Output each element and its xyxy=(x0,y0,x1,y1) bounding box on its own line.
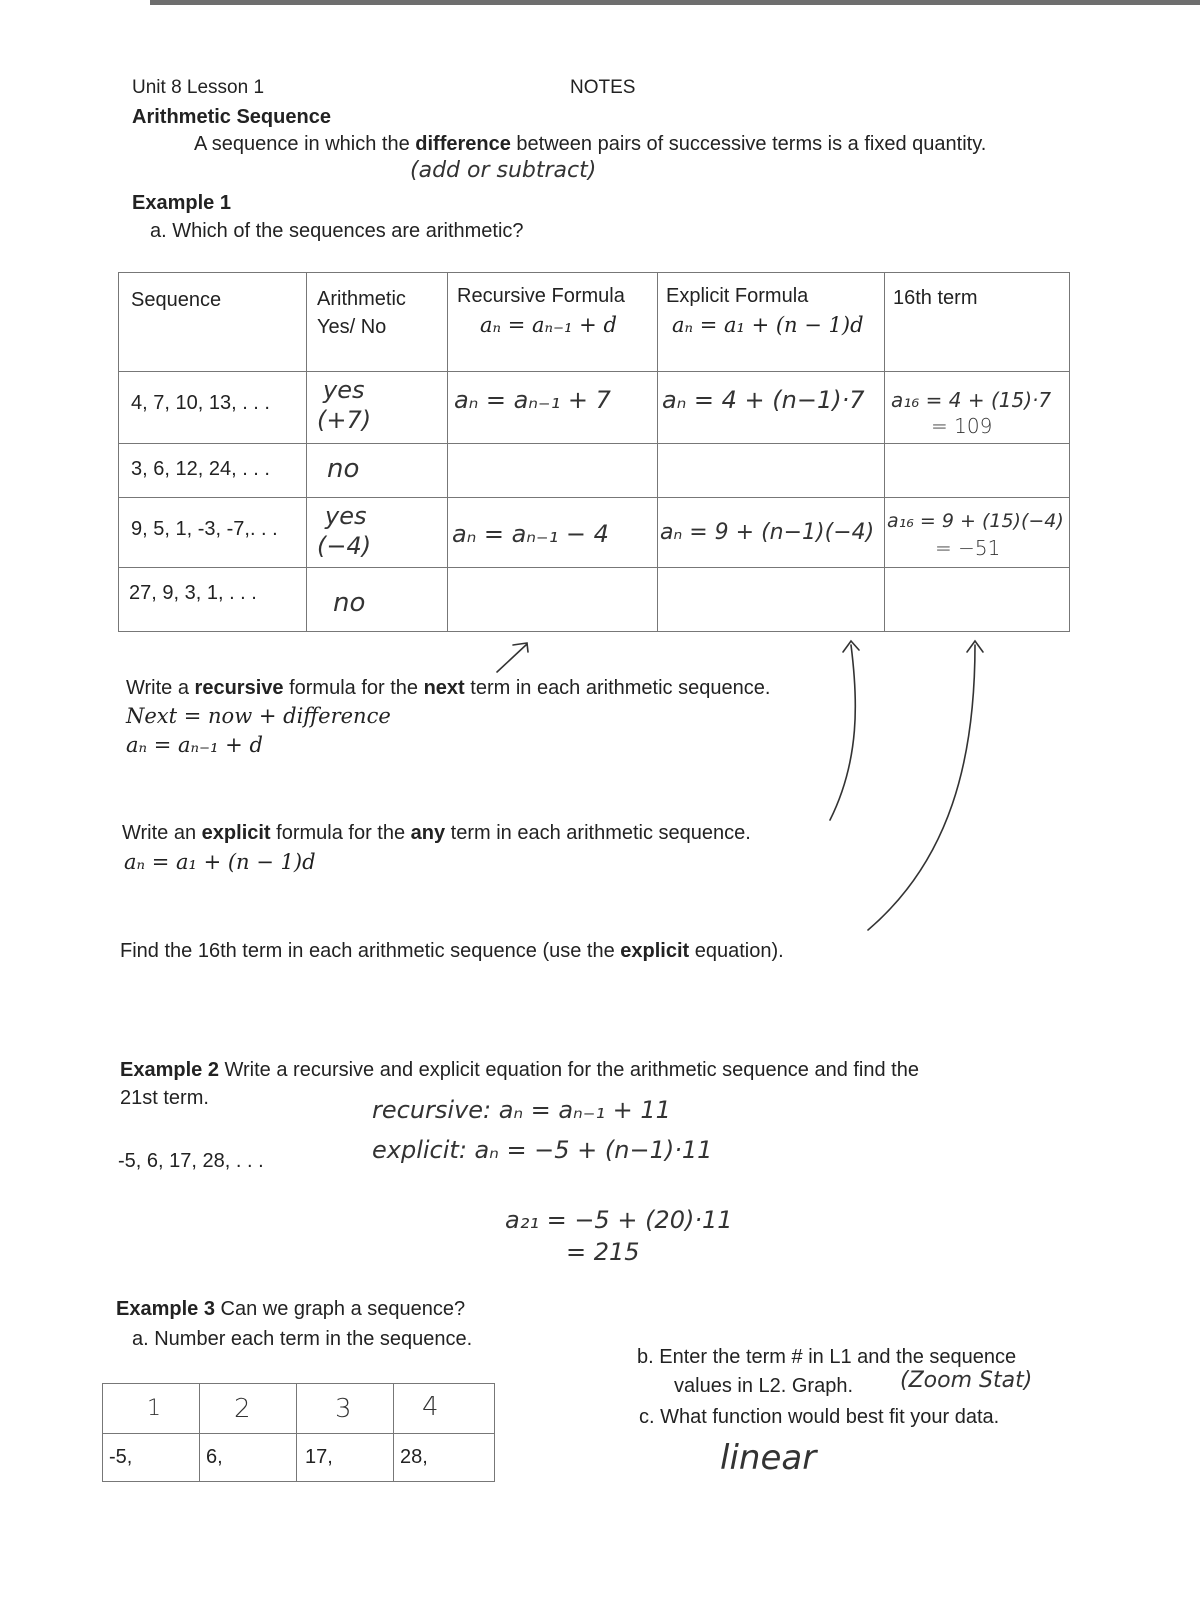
term-number: 1 xyxy=(147,1396,161,1421)
term-value: 17, xyxy=(305,1446,333,1468)
term-number: 4 xyxy=(422,1392,439,1422)
find-16th-instructions: Find the 16th term in each arithmetic sequence (use the explicit equation). xyxy=(120,940,784,962)
row1-term16-value: = 109 xyxy=(931,414,993,438)
term-value-row xyxy=(103,1434,495,1482)
example3-part-a: a. Number each term in the sequence. xyxy=(132,1328,473,1350)
header-16th-term: 16th term xyxy=(893,287,978,309)
header-explicit: Explicit Formula xyxy=(666,285,809,307)
row1-explicit: aₙ = 4 + (n−1)·7 xyxy=(662,386,865,414)
example3-text: Example 3 Can we graph a sequence? xyxy=(116,1298,466,1320)
row3-term16-value: = −51 xyxy=(935,536,1001,560)
row1-recursive: aₙ = aₙ₋₁ + 7 xyxy=(454,386,611,414)
term-value: -5, xyxy=(109,1446,133,1468)
row1-sequence: 4, 7, 10, 13, . . . xyxy=(131,392,270,414)
example2-text: Example 2 Write a recursive and explicit equation for the arithmetic sequence and find the xyxy=(120,1059,919,1081)
arrow-to-explicit-column xyxy=(830,645,855,820)
example3-part-b-note: (Zoom Stat) xyxy=(900,1368,1033,1393)
row2-arith: no xyxy=(327,454,360,484)
header-explicit-formula: aₙ = a₁ + (n − 1)d xyxy=(672,313,864,337)
page-title: Arithmetic Sequence xyxy=(132,106,331,128)
header-arithmetic: Arithmetic xyxy=(317,288,406,310)
row3-recursive: aₙ = aₙ₋₁ − 4 xyxy=(452,520,609,548)
term-number: 2 xyxy=(234,1394,251,1424)
example1-question: a. Which of the sequences are arithmetic? xyxy=(150,220,524,242)
row4-sequence: 27, 9, 3, 1, . . . xyxy=(129,582,257,604)
example2-recursive: recursive: aₙ = aₙ₋₁ + 11 xyxy=(372,1096,671,1124)
definition: A sequence in which the difference between pairs of successive terms is a fixed quantity. xyxy=(194,133,987,155)
row1-term16: a₁₆ = 4 + (15)·7 xyxy=(891,388,1052,412)
term-number: 3 xyxy=(335,1394,352,1424)
example2-a21-value: = 215 xyxy=(566,1238,640,1266)
example2-a21: a₂₁ = −5 + (20)·11 xyxy=(505,1206,733,1234)
definition-note: (add or subtract) xyxy=(410,158,597,183)
example3-answer: linear xyxy=(720,1438,817,1478)
arrow-to-recursive-column xyxy=(497,644,527,672)
notes-label: NOTES xyxy=(570,77,636,98)
row3-sequence: 9, 5, 1, -3, -7,. . . xyxy=(131,518,278,540)
term-table xyxy=(102,1383,495,1482)
row2-sequence: 3, 6, 12, 24, . . . xyxy=(131,458,270,480)
example3-part-c: c. What function would best fit your data. xyxy=(639,1406,1000,1428)
example2-sequence: -5, 6, 17, 28, . . . xyxy=(118,1150,264,1172)
explicit-rule-formula: aₙ = a₁ + (n − 1)d xyxy=(124,850,316,874)
row3-explicit: aₙ = 9 + (n−1)(−4) xyxy=(660,520,875,545)
row4-arith: no xyxy=(333,588,366,618)
row1-diff: (+7) xyxy=(317,406,372,434)
row3-arith: yes xyxy=(325,502,367,530)
example2-explicit: explicit: aₙ = −5 + (n−1)·11 xyxy=(372,1136,713,1164)
recursive-rule-words: Next = now + difference xyxy=(126,704,391,728)
header-yes-no: Yes/ No xyxy=(317,316,387,338)
header-sequence: Sequence xyxy=(131,289,222,311)
recursive-rule-formula: aₙ = aₙ₋₁ + d xyxy=(126,733,263,757)
arrow-to-16th-column xyxy=(868,645,975,930)
term-number-row xyxy=(103,1384,495,1434)
example1-heading: Example 1 xyxy=(132,192,231,214)
header-recursive: Recursive Formula xyxy=(457,285,625,307)
header-recursive-formula: aₙ = aₙ₋₁ + d xyxy=(480,313,617,337)
row1-arith: yes xyxy=(323,376,365,404)
term-value: 28, xyxy=(400,1446,428,1468)
example2-text-line2: 21st term. xyxy=(120,1087,209,1109)
row3-term16: a₁₆ = 9 + (15)(−4) xyxy=(887,510,1064,532)
recursive-instructions: Write a recursive formula for the next term in each arithmetic sequence. xyxy=(126,677,771,699)
example3-part-b-line2: values in L2. Graph. xyxy=(674,1375,853,1397)
unit-label: Unit 8 Lesson 1 xyxy=(132,77,265,98)
explicit-instructions: Write an explicit formula for the any term in each arithmetic sequence. xyxy=(122,822,751,844)
example3-part-b: b. Enter the term # in L1 and the sequence xyxy=(637,1346,1017,1368)
row3-diff: (−4) xyxy=(317,532,372,560)
term-value: 6, xyxy=(206,1446,223,1468)
